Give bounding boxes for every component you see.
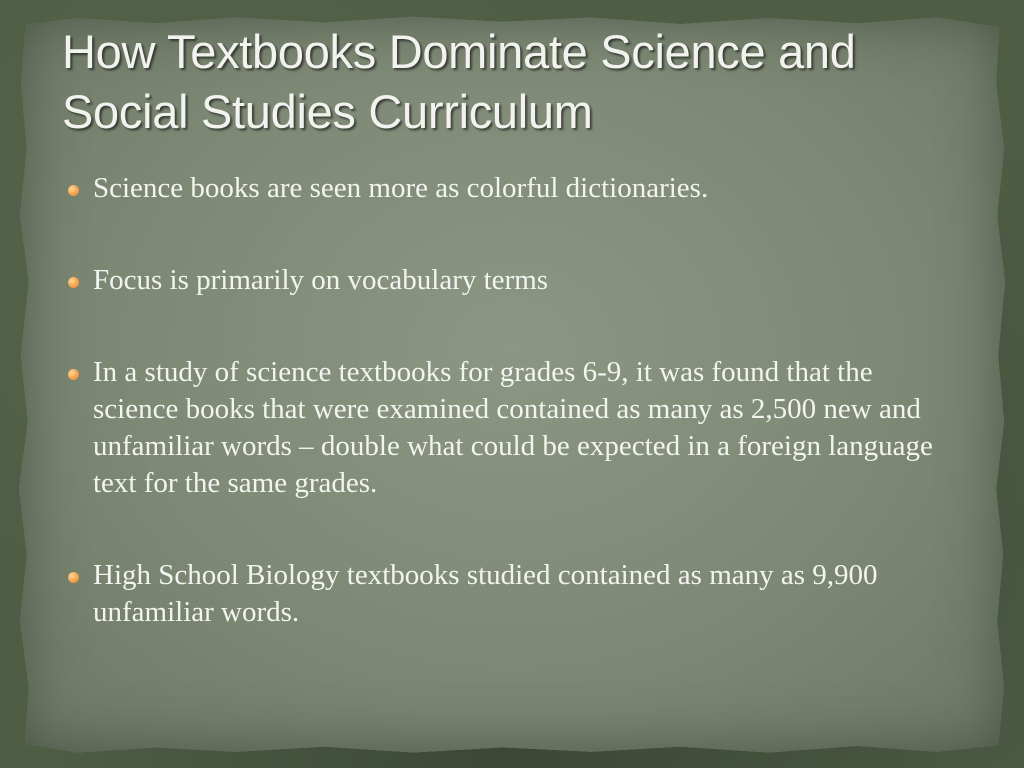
bullet-dot-icon	[68, 369, 79, 380]
bullet-item	[62, 354, 962, 502]
bullet-item	[62, 262, 962, 299]
bullet-item	[62, 170, 962, 207]
bullet-text: In a study of science textbooks for grades 6-9, it was found that the science books that were examined contained as many as 2,500 new and unfamiliar words – double what could be expected in a foreign language text for the same grades.	[93, 356, 933, 499]
bullet-list	[62, 170, 962, 631]
bullet-text: High School Biology textbooks studied contained as many as 9,900 unfamiliar words.	[93, 559, 878, 628]
bullet-dot-icon	[68, 185, 79, 196]
bullet-text: Science books are seen more as colorful dictionaries.	[93, 172, 709, 204]
bullet-text: Focus is primarily on vocabulary terms	[93, 264, 549, 296]
bullet-dot-icon	[68, 277, 79, 288]
bullet-dot-icon	[68, 572, 79, 583]
slide-title: How Textbooks Dominate Science and Social Studies Curriculum	[62, 25, 856, 138]
bullet-item	[62, 557, 962, 631]
